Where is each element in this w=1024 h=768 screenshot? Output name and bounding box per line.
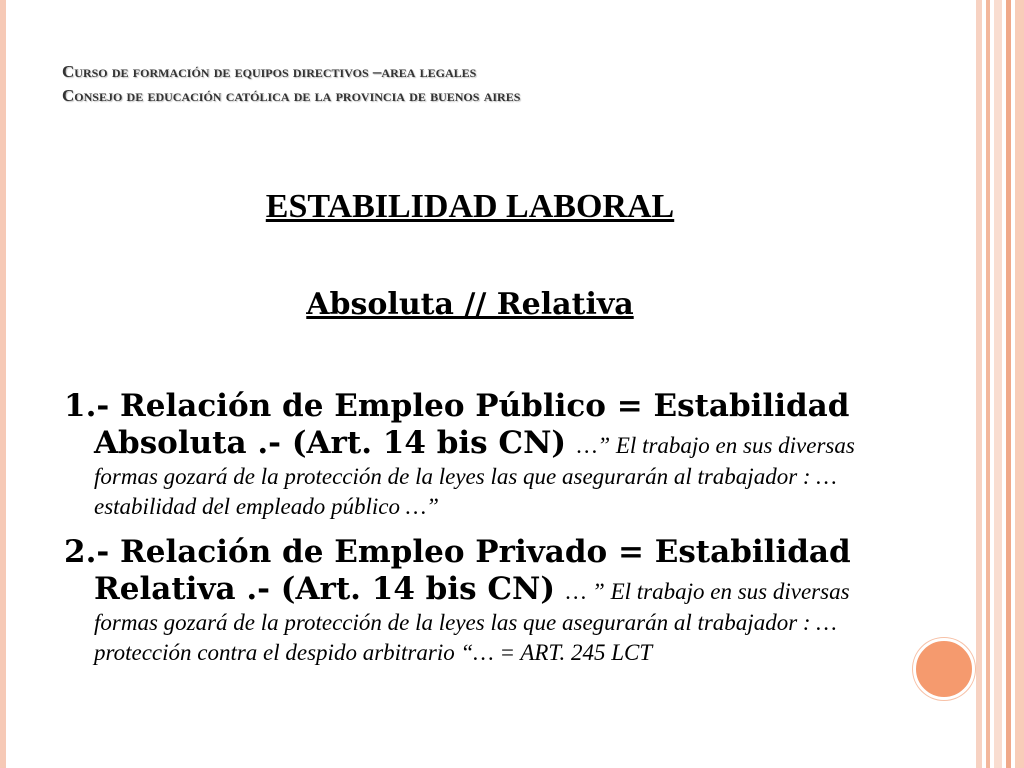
point-quote: … ” El trabajo en sus diversas formas gozará de la protección de la leyes las que asegurarán al trabajador : …protección contra el despido arbitrario “… = ART. 245 LCT xyxy=(94,579,850,665)
left-border-stripe xyxy=(0,0,6,768)
course-header xyxy=(62,60,902,108)
slide-subtitle: Absoluta // Relativa xyxy=(306,287,634,322)
point-private-employment xyxy=(64,534,894,668)
point-public-employment xyxy=(64,388,894,522)
points-list xyxy=(64,388,894,680)
header-line-1: Curso de formación de equipos directivos –area legales xyxy=(62,62,477,81)
decorative-circle xyxy=(913,638,975,700)
point-lead: 1.- Relación de Empleo Público = Estabilidad Absoluta .- (Art. 14 bis CN) xyxy=(64,388,850,461)
point-quote: …” El trabajo en sus diversas formas gozará de la protección de la leyes las que asegurarán al trabajador : …estabilidad del empleado público …” xyxy=(94,433,855,519)
right-decorative-border xyxy=(976,0,1024,768)
header-line-2: Consejo de educación católica de la provincia de buenos aires xyxy=(62,86,521,105)
point-lead: 2.- Relación de Empleo Privado = Estabilidad Relativa .- (Art. 14 bis CN) xyxy=(64,534,851,607)
slide-title: ESTABILIDAD LABORAL xyxy=(265,188,675,225)
